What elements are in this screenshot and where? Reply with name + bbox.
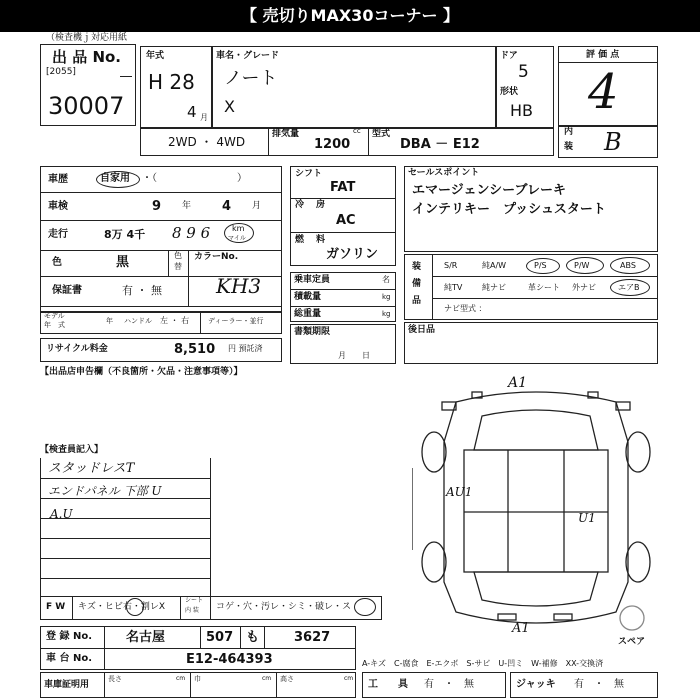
handle-label: ハンドル [124, 317, 152, 325]
width-label: 巾 [194, 675, 201, 683]
sales-point-line2: インテリキー プッシュスタート [412, 202, 606, 217]
cc-unit: cc [353, 127, 361, 135]
inspection-month: 4 [222, 199, 232, 214]
title-banner: 【 売切りMAX30コーナー 】 [0, 0, 700, 32]
equip-leather: 革シート [528, 283, 560, 292]
gross-unit: kg [382, 310, 391, 318]
fw-circle [126, 598, 144, 616]
month-unit: 月 [200, 113, 208, 122]
ac-label-1: 冷 [295, 200, 305, 210]
inspector-note-1: スタッドレスT [48, 461, 135, 476]
color-label: 色 [52, 257, 62, 268]
recycle-value: 8,510 [174, 342, 216, 357]
nav-model-label: ナビ型式 ： [444, 304, 487, 313]
dealer-value: ディーラー・並行 [208, 317, 264, 325]
garage-cert-label: 車庫証明用 [44, 680, 90, 690]
car-grade: X [224, 97, 235, 116]
doc-deadline-unit: 月 日 [338, 351, 370, 360]
recycle-label: リサイクル料金 [46, 344, 108, 354]
drive-value: 2WD ・ 4WD [168, 135, 246, 149]
tools-value: 有 ・ 無 [424, 679, 474, 690]
inspection-label: 車検 [48, 201, 68, 212]
fw-items: キズ・ヒビ右・割レX [78, 602, 165, 612]
equip-power-steering: P/S [534, 261, 547, 270]
color-change-2: 替 [174, 262, 182, 271]
mileage-label: 走行 [48, 229, 68, 240]
damage-rear: A1 [512, 621, 530, 636]
load-unit: kg [382, 293, 391, 301]
registration-city: 名古屋 [126, 630, 166, 645]
length-label: 長さ [108, 675, 122, 683]
model-year-label-1: モデル [44, 312, 65, 320]
load-label: 積載量 [294, 292, 322, 302]
mile-label: マイル [228, 235, 246, 242]
jack-value: 有 ・ 無 [574, 679, 624, 690]
doc-deadline-label: 書類期限 [294, 327, 331, 337]
model-year-unit: 年 [106, 317, 113, 325]
inspector-note-3: A.U [50, 507, 73, 521]
spare-label: スペア [618, 637, 646, 647]
registration-number: 3627 [294, 630, 331, 645]
equipment-label-3: 品 [412, 296, 422, 306]
damage-left: AU1 [446, 485, 473, 499]
inspection-month-unit: 月 [252, 201, 262, 211]
shift-value: FAT [330, 180, 356, 195]
width-unit: cm [262, 675, 272, 682]
inspector-header: 【検査員記入】 [40, 445, 104, 455]
handle-value: 左 ・ 右 [160, 316, 190, 325]
color-no-label: カラーNo. [194, 252, 239, 262]
month-value: 4 [187, 103, 197, 121]
grade-score: 4 [588, 64, 619, 120]
seat-label-1: シート [185, 597, 204, 604]
interior-grade: B [604, 128, 622, 156]
car-damage-diagram [412, 372, 658, 640]
doors-value: 5 [518, 62, 529, 82]
damage-front: A1 [508, 375, 528, 391]
seat-items: コゲ・穴・汚レ・シミ・破レ・ス [216, 602, 352, 612]
inspection-year: 9 [152, 199, 162, 214]
equip-sunroof: S/R [444, 261, 458, 270]
car-name: ノート [224, 68, 278, 89]
model-label: 型式 [372, 129, 391, 139]
height-unit: cm [344, 675, 354, 682]
inspector-note-2: エンドパネル 下部 U [48, 484, 162, 498]
length-unit: cm [176, 675, 186, 682]
equipment-label-1: 装 [412, 262, 422, 272]
height-label: 高さ [280, 675, 294, 683]
fuel-value: ガソリン [326, 247, 379, 262]
fuel-label-2: 料 [316, 235, 326, 245]
postmark-block [404, 322, 658, 364]
chassis-label: 車 台 No. [46, 653, 93, 664]
km-label: km [232, 224, 245, 233]
history-other: ・（ ） [142, 173, 247, 184]
shape-value: HB [510, 101, 534, 120]
listing-number: 30007 [48, 92, 125, 120]
damage-right: U1 [578, 511, 596, 525]
history-label: 車歴 [48, 174, 68, 185]
doors-label: ドア [500, 51, 518, 61]
damage-legend: A-キズ C-腐食 E-エクボ S-サビ U-凹ミ W-補修 XX-交換済 [362, 659, 604, 668]
year-label: 年式 [146, 51, 165, 61]
shift-label: シフト [295, 169, 323, 179]
equip-abs: ABS [620, 261, 636, 270]
inspection-year-unit: 年 [182, 201, 192, 211]
registration-kana: も [246, 630, 260, 645]
tools-label: 工 具 [368, 679, 408, 690]
year-value: H 28 [148, 70, 195, 94]
equip-airbag: エアB [618, 283, 640, 292]
model-value: DBA － E12 [400, 137, 480, 152]
equip-aftermarket-nav: 外ナビ [572, 283, 596, 292]
displacement-value: 1200 [314, 137, 351, 152]
registration-class: 507 [206, 630, 234, 645]
equipment-label-2: 備 [412, 279, 422, 289]
sales-point-line1: エマージェンシーブレーキ [412, 183, 566, 198]
color-value: 黒 [116, 255, 130, 270]
chassis-number: E12-464393 [186, 652, 273, 667]
equip-power-windows: P/W [574, 261, 590, 270]
header-note: （検査機ｊ対応用紙 [46, 33, 128, 43]
grade-label: 評 価 点 [586, 50, 620, 60]
model-year-label-2: 年 式 [44, 321, 65, 329]
gross-label: 総重量 [294, 309, 322, 319]
capacity-unit: 名 [382, 275, 390, 284]
postmark-label: 後日品 [408, 325, 436, 335]
listing-stamp: [2055] [46, 67, 76, 77]
equip-tv: 純TV [444, 283, 463, 292]
history-value: 自家用 [100, 173, 130, 184]
interior-label-2: 装 [564, 142, 574, 152]
displacement-label: 排気量 [272, 129, 300, 139]
registration-label: 登 録 No. [46, 631, 93, 642]
recycle-unit: 円 預託済 [228, 344, 263, 353]
interior-label-1: 内 [564, 127, 574, 137]
fuel-label-1: 燃 [295, 235, 305, 245]
listing-label: 出 品 No. [52, 48, 122, 66]
equip-alloy-wheels: 純A/W [482, 261, 507, 270]
declaration-header: 【出品店申告欄（不良箇所・欠品・注意事項等）】 [40, 367, 243, 377]
warranty-label: 保証書 [52, 285, 82, 296]
name-label: 車名・グレード [216, 51, 280, 61]
jack-label: ジャッキ [516, 679, 556, 690]
ac-label-2: 房 [316, 200, 326, 210]
seat-label-2: 内 装 [185, 607, 199, 614]
color-no-value: KH3 [216, 274, 262, 298]
shape-label: 形状 [500, 87, 519, 97]
warranty-value: 有 ・ 無 [122, 284, 162, 297]
mileage-handwritten: 8 9 6 [172, 224, 211, 242]
sales-point-label: セールスポイント [408, 168, 480, 178]
ac-value: AC [336, 213, 356, 228]
fw-label: F W [46, 602, 66, 612]
equip-oem-nav: 純ナビ [482, 283, 506, 292]
capacity-label: 乗車定員 [294, 275, 331, 285]
color-change-1: 色 [174, 251, 182, 260]
mileage-printed: 8万 4千 [104, 228, 146, 241]
seat-circle [354, 598, 376, 616]
